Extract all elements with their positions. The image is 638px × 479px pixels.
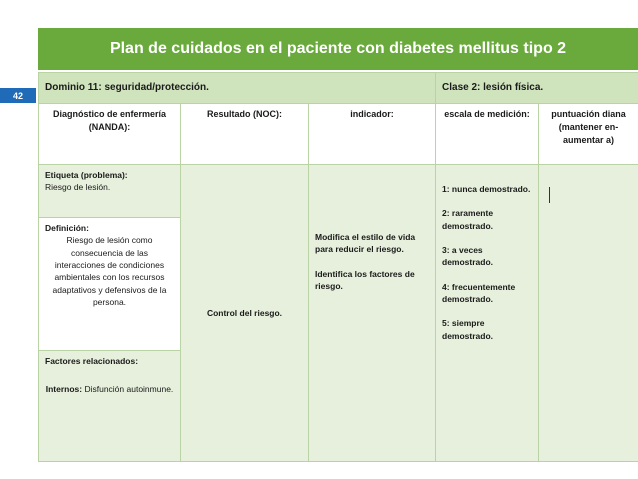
indicador-item: Modifica el estilo de vida para reducir el riesgo. xyxy=(315,232,416,255)
escala-item: 5: siempre demostrado. xyxy=(442,318,494,341)
escala-item: 4: frecuentemente demostrado. xyxy=(442,281,516,304)
escala-cell xyxy=(436,165,539,462)
factores-text xyxy=(45,383,174,395)
etiqueta-label: Etiqueta (problema): xyxy=(45,170,128,180)
page-number-badge: 42 xyxy=(0,88,36,103)
text-cursor-icon xyxy=(549,187,550,203)
resultado-cell: Control del riesgo. xyxy=(181,165,309,462)
header-row xyxy=(39,104,638,165)
indicador-cell xyxy=(309,165,436,462)
escala-item: 1: nunca demostrado. xyxy=(442,184,531,194)
domain-cell: Dominio 11: seguridad/protección. xyxy=(39,73,436,104)
factores-label: Factores relacionados: xyxy=(45,356,139,366)
header-resultado: Resultado (NOC): xyxy=(181,104,309,165)
escala-item: 2: raramente demostrado. xyxy=(442,208,494,231)
etiqueta-text: Riesgo de lesión. xyxy=(45,182,111,193)
class-cell: Clase 2: lesión física. xyxy=(436,73,638,104)
factores-cell xyxy=(39,351,181,462)
page-title: Plan de cuidados en el paciente con diabetes mellitus tipo 2 xyxy=(38,28,638,70)
header-escala: escala de medición: xyxy=(436,104,539,165)
definicion-text: Riesgo de lesión como consecuencia de las interacciones de condiciones ambientales con los recursos adaptativos y defensivos de la persona. xyxy=(52,235,167,307)
header-indicador: indicador: xyxy=(309,104,436,165)
header-puntuacion: puntuación diana (mantener en- aumentar a) xyxy=(539,104,638,165)
definicion-cell xyxy=(39,218,181,351)
puntuacion-cell[interactable] xyxy=(539,165,638,462)
header-diagnostico: Diagnóstico de enfermería (NANDA): xyxy=(39,104,181,165)
etiqueta-row xyxy=(39,165,638,218)
factores-prefix: Internos: xyxy=(45,384,83,395)
escala-item: 3: a veces demostrado. xyxy=(442,244,494,268)
factores-value: Disfunción autoinmune. xyxy=(84,384,174,395)
definicion-label: Definición: xyxy=(45,223,89,233)
domain-row xyxy=(39,73,638,104)
etiqueta-cell xyxy=(39,165,181,218)
care-plan-table xyxy=(38,72,638,462)
indicador-item: Identifica los factores de riesgo. xyxy=(315,268,415,291)
